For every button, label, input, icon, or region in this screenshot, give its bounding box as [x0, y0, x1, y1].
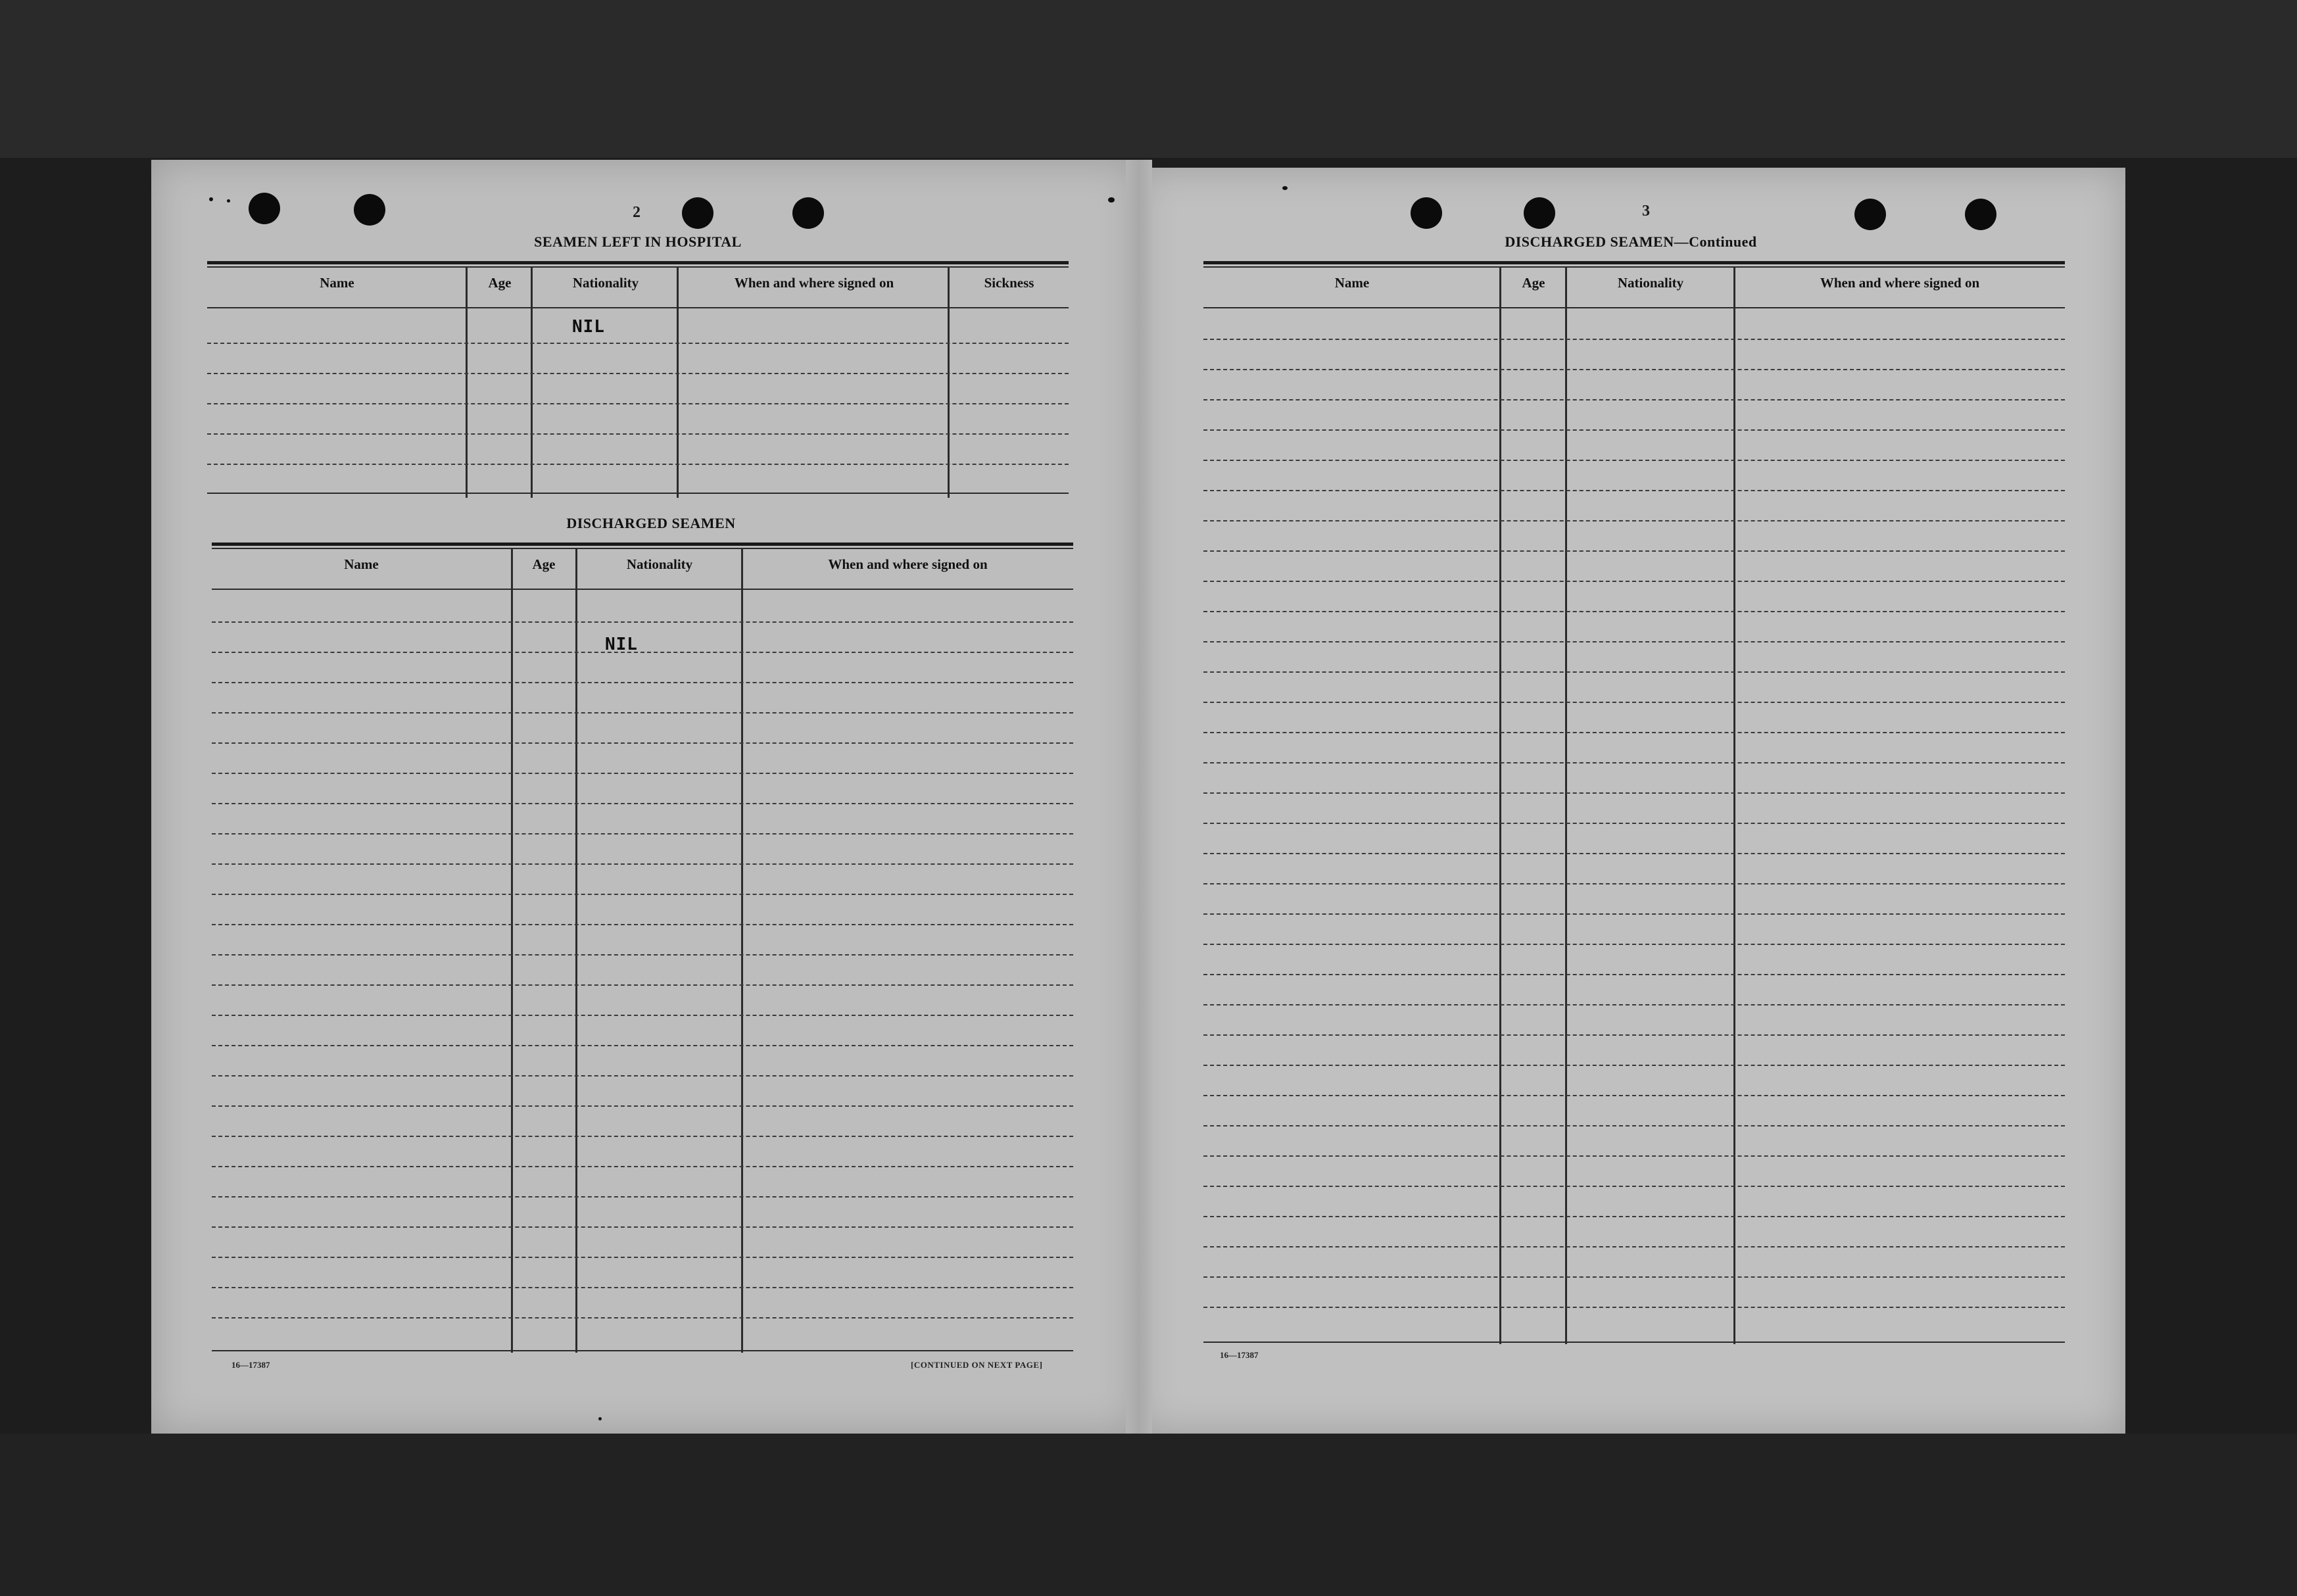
punch-hole [354, 194, 385, 226]
entry-line [212, 1136, 1073, 1137]
entry-line [212, 652, 1073, 653]
table-top-rule [1203, 261, 2065, 264]
entry-line [1203, 611, 2065, 612]
header-divider [212, 589, 1073, 590]
page-gutter [1126, 160, 1152, 1434]
entry-line [1203, 1155, 2065, 1157]
column-header-name: Name [320, 274, 354, 291]
entry-line [1203, 1065, 2065, 1066]
entry-line [1203, 1034, 2065, 1036]
entry-line [1203, 823, 2065, 824]
entry-line [1203, 399, 2065, 400]
entry-line [212, 803, 1073, 804]
entry-line [1203, 429, 2065, 431]
entry-line [212, 1317, 1073, 1318]
entry-line [212, 1196, 1073, 1197]
speck [209, 197, 213, 201]
entry-line [1203, 581, 2065, 582]
column-divider [575, 549, 577, 1353]
column-header-name: Name [344, 556, 379, 572]
punch-hole [1524, 197, 1555, 229]
entry-line [1203, 339, 2065, 340]
speck [598, 1417, 602, 1420]
entry-line [1203, 732, 2065, 733]
table-top-rule [212, 543, 1073, 546]
column-header-sickness: Sickness [984, 274, 1034, 291]
column-header-signed-on: When and where signed on [734, 274, 894, 291]
column-header-signed-on: When and where signed on [828, 556, 988, 572]
entry-line [212, 954, 1073, 955]
entry-line [1203, 1095, 2065, 1096]
column-header-nationality: Nationality [1617, 274, 1684, 291]
entry-line [1203, 944, 2065, 945]
form-code: 16—17387 [231, 1360, 270, 1370]
nil-entry: NIL [572, 317, 605, 337]
entry-line [212, 712, 1073, 713]
entry-line [212, 1287, 1073, 1288]
column-divider [511, 549, 513, 1353]
column-header-nationality: Nationality [626, 556, 693, 572]
entry-line [212, 894, 1073, 895]
section-title: DISCHARGED SEAMEN—Continued [1505, 233, 1757, 250]
section-title: SEAMEN LEFT IN HOSPITAL [534, 233, 742, 250]
entry-line [212, 1226, 1073, 1228]
entry-line [1203, 490, 2065, 491]
entry-line [1203, 913, 2065, 915]
table-bottom-rule [207, 493, 1069, 494]
entry-line [1203, 550, 2065, 552]
header-divider [1203, 307, 2065, 308]
entry-line [207, 433, 1069, 435]
header-divider [207, 307, 1069, 308]
entry-line [212, 1045, 1073, 1046]
hospital-table [207, 261, 1069, 498]
punch-hole [1965, 199, 1996, 230]
entry-line [212, 1257, 1073, 1258]
entry-line [1203, 460, 2065, 461]
entry-line [212, 742, 1073, 744]
entry-line [1203, 974, 2065, 975]
nil-entry: NIL [605, 635, 638, 654]
entry-line [1203, 1307, 2065, 1308]
entry-line [1203, 853, 2065, 854]
film-background-band [0, 1434, 2297, 1596]
speck [1282, 186, 1288, 190]
entry-line [212, 1105, 1073, 1107]
column-header-age: Age [488, 274, 512, 291]
form-code: 16—17387 [1220, 1350, 1259, 1360]
entry-line [212, 1015, 1073, 1016]
entry-line [207, 403, 1069, 404]
entry-line [1203, 1216, 2065, 1217]
entry-line [212, 1075, 1073, 1076]
punch-hole [792, 197, 824, 229]
entry-line [212, 863, 1073, 865]
column-header-name: Name [1334, 274, 1370, 291]
section-title: DISCHARGED SEAMEN [566, 515, 736, 531]
entry-line [1203, 671, 2065, 673]
punch-hole [682, 197, 713, 229]
entry-line [212, 682, 1073, 683]
entry-line [212, 773, 1073, 774]
punch-hole [1411, 197, 1442, 229]
page-number: 2 [633, 204, 641, 221]
table-top-rule [207, 261, 1069, 264]
film-background-band [0, 0, 2297, 158]
entry-line [1203, 792, 2065, 794]
column-divider [741, 549, 743, 1353]
entry-line [212, 833, 1073, 834]
column-header-age: Age [532, 556, 556, 572]
punch-hole [1854, 199, 1886, 230]
entry-line [207, 464, 1069, 465]
entry-line [1203, 369, 2065, 370]
entry-line [1203, 702, 2065, 703]
entry-line [1203, 1246, 2065, 1247]
column-header-nationality: Nationality [572, 274, 639, 291]
entry-line [212, 1166, 1073, 1167]
table-bottom-rule [1203, 1342, 2065, 1343]
entry-line [207, 373, 1069, 374]
entry-line [212, 924, 1073, 925]
entry-line [1203, 1125, 2065, 1126]
table-bottom-rule [212, 1350, 1073, 1351]
entry-line [212, 621, 1073, 623]
entry-line [1203, 1276, 2065, 1278]
entry-line [212, 984, 1073, 986]
entry-line [1203, 1186, 2065, 1187]
speck [227, 199, 230, 203]
column-header-signed-on: When and where signed on [1820, 274, 1980, 291]
entry-line [1203, 641, 2065, 642]
entry-line [1203, 762, 2065, 763]
continued-note: [CONTINUED ON NEXT PAGE] [911, 1360, 1043, 1370]
discharged-continued-table [1203, 261, 2065, 1344]
page-number: 3 [1642, 203, 1650, 220]
entry-line [1203, 1004, 2065, 1005]
speck [1108, 197, 1115, 203]
entry-line [1203, 883, 2065, 884]
column-header-age: Age [1522, 274, 1545, 291]
discharged-table [212, 543, 1073, 1353]
entry-line [1203, 520, 2065, 521]
entry-line [207, 343, 1069, 344]
punch-hole [249, 193, 280, 224]
